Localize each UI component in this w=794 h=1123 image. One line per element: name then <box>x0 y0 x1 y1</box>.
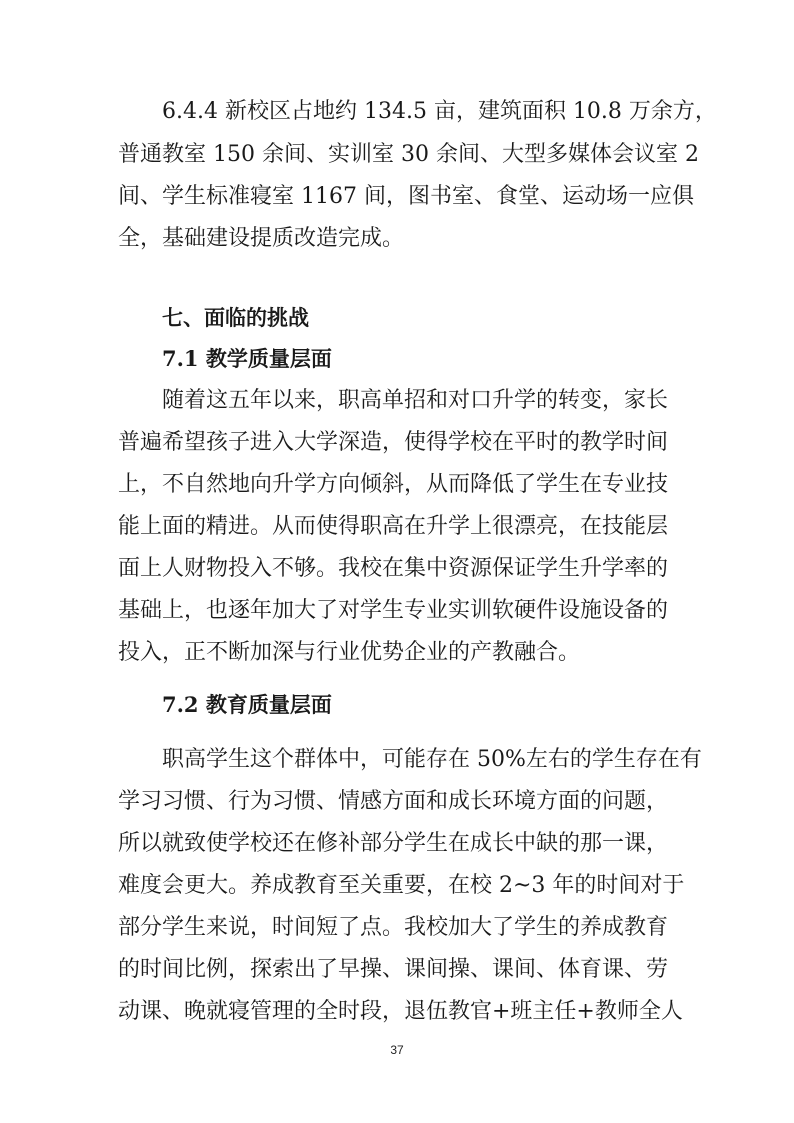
paragraph-line: 普通教室 150 余间、实训室 30 余间、大型多媒体会议室 2 <box>118 142 699 167</box>
paragraph-line: 部分学生来说，时间短了点。我校加大了学生的养成教育 <box>118 915 669 940</box>
paragraph-line: 所以就致使学校还在修补部分学生在成长中缺的那一课， <box>118 831 669 856</box>
section-heading: 七、面临的挑战 <box>162 306 309 330</box>
paragraph-line: 难度会更大。养成教育至关重要，在校 2~3 年的时间对于 <box>118 873 685 898</box>
paragraph-line: 面上人财物投入不够。我校在集中资源保证学生升学率的 <box>118 556 669 581</box>
paragraph-line: 动课、晚就寝管理的全时段，退伍教官+班主任+教师全人 <box>118 999 683 1024</box>
paragraph-line: 投入，正不断加深与行业优势企业的产教融合。 <box>118 640 581 665</box>
paragraph-line: 基础上，也逐年加大了对学生专业实训软硬件设施设备的 <box>118 598 669 623</box>
paragraph-line: 上，不自然地向升学方向倾斜，从而降低了学生在专业技 <box>118 472 669 497</box>
subsection-heading: 7.2 教育质量层面 <box>162 692 332 717</box>
paragraph-line: 全，基础建设提质改造完成。 <box>118 226 405 251</box>
paragraph-line: 学习习惯、行为习惯、情感方面和成长环境方面的问题， <box>118 789 669 814</box>
paragraph-line: 职高学生这个群体中，可能存在 50%左右的学生存在有 <box>162 747 702 772</box>
subsection-heading: 7.1 教学质量层面 <box>162 346 332 371</box>
paragraph-line: 6.4.4 新校区占地约 134.5 亩，建筑面积 10.8 万余方， <box>162 99 717 124</box>
paragraph-line: 的时间比例，探索出了早操、课间操、课间、体育课、劳 <box>118 957 669 982</box>
paragraph-line: 能上面的精进。从而使得职高在升学上很漂亮，在技能层 <box>118 514 669 539</box>
paragraph-line: 普遍希望孩子进入大学深造，使得学校在平时的教学时间 <box>118 430 669 455</box>
paragraph-line: 随着这五年以来，职高单招和对口升学的转变，家长 <box>162 388 669 413</box>
paragraph-line: 间、学生标准寝室 1167 间，图书室、食堂、运动场一应俱 <box>118 184 694 209</box>
page-number: 37 <box>390 1043 404 1057</box>
